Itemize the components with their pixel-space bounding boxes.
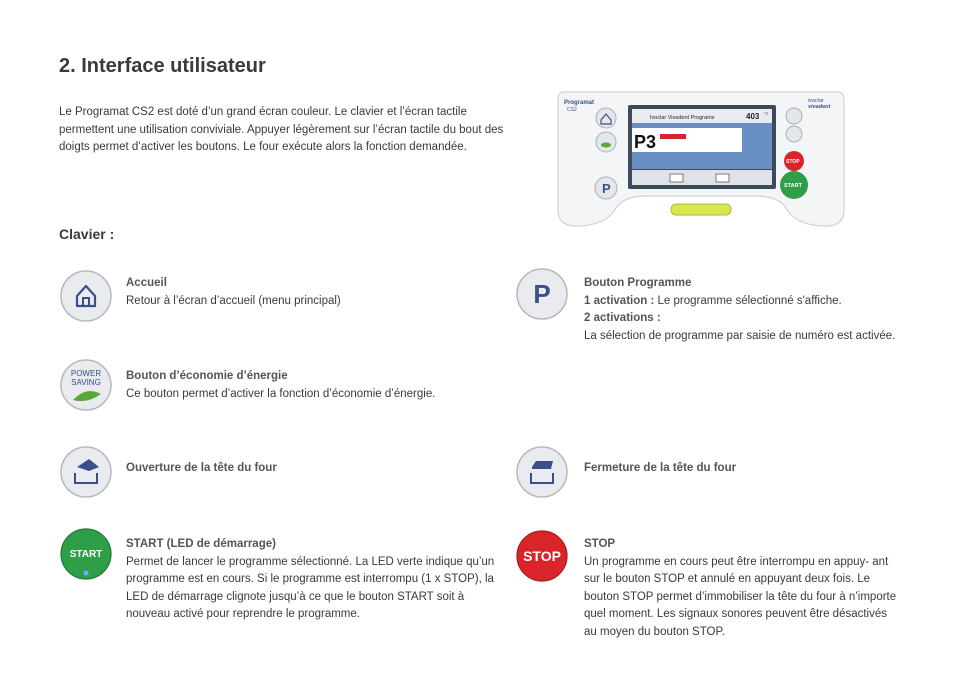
p-icon-text: P [533,279,551,309]
device-next-button [716,174,729,182]
device-led-bar [671,204,731,215]
device-temperature: 403 [746,112,760,121]
device-leaf-icon [601,143,611,148]
entry-start [126,536,510,624]
keyboard-heading: Clavier : [59,226,115,242]
device-home-button [596,108,616,128]
device-screen-footer [632,170,772,185]
power-saving-icon [59,358,113,412]
page-title: 2. Interface utilisateur [59,55,266,77]
device-screen-title: Ivoclar Vivadent Programs [650,115,715,121]
start-button-icon [59,527,113,581]
entry-start-head: START (LED de démarrage) [126,538,276,550]
power-saving-text-2: SAVING [71,378,101,387]
device-stop-label: STOP [786,159,800,165]
close-head-icon [515,445,569,499]
entry-programme-act2-label: 2 activations : [584,312,661,324]
device-logo-line2: vivadent [808,104,831,110]
device-model: CS2 [567,107,577,113]
home-icon [59,269,113,323]
entry-stop-text: Un programme en cours peut être interrompu en appuy- ant sur le bouton STOP et annulé en appuyant deux fois. Le bouton STOP permet d’immobiliser la tête du four à n’importe quel moment. Les signaux sonores peuvent être désactivés au moyen du bouton STOP. [584,555,897,638]
device-logo-line1: ivoclar [808,98,824,104]
stop-icon-text: STOP [523,548,561,564]
entry-programme-act1-label: 1 activation : [584,294,655,307]
device-p-label: P [602,181,611,196]
entry-programme [584,275,900,345]
device-temp-unit: °C [764,111,769,116]
entry-accueil-text: Retour à l’écran d’accueil (menu principal) [126,294,341,307]
device-power-saving-button [596,132,616,152]
entry-ouverture-head: Ouverture de la tête du four [126,462,277,474]
power-saving-text-1: POWER [70,369,102,378]
entry-programme-act1-text: Le programme sélectionné s'affiche. [654,294,842,307]
start-icon-text: START [69,549,103,560]
open-head-icon [59,445,113,499]
intro-paragraph: Le Programat CS2 est doté d’un grand écran couleur. Le clavier et l’écran tactile permettent une utilisation conviviale. Appuyer légèrement sur l’écran tactile du bout des doigts permet d’activer les boutons. Le four exécute alors la fonction demandée. [59,106,504,153]
device-close-head-button [786,126,802,142]
entry-fermeture [584,460,900,478]
entry-accueil [126,275,506,310]
device-program-number: P3 [634,132,657,152]
device-open-head-button [786,108,802,124]
entry-energie-head: Bouton d’économie d’énergie [126,370,288,382]
device-panel-illustration [556,90,846,230]
entry-stop [584,536,900,641]
entry-programme-act1 [584,293,900,311]
entry-energie-text: Ce bouton permet d’activer la fonction d’économie d’énergie. [126,387,436,400]
stop-button-icon [515,529,569,583]
entry-energie [126,368,506,403]
entry-stop-head: STOP [584,538,616,550]
entry-ouverture [126,460,506,478]
entry-programme-head: Bouton Programme [584,277,692,289]
device-start-label: START [784,183,802,189]
device-program-tag [660,134,686,139]
device-prev-button [670,174,683,182]
entry-programme-act2-text: La sélection de programme par saisie de numéro est activée. [584,329,896,342]
entry-accueil-head: Accueil [126,277,167,289]
device-brand: Programat [564,100,595,106]
entry-start-text: Permet de lancer le programme sélectionné. La LED verte indique qu’un programme est en cours. Si le programme est interrompu (1 x STOP), la LED de démarrage clignote jusqu’à ce que le bouton START soit à nouveau activé pour reprendre le programme. [126,555,495,620]
entry-fermeture-head: Fermeture de la tête du four [584,462,737,474]
program-p-icon [515,267,569,321]
